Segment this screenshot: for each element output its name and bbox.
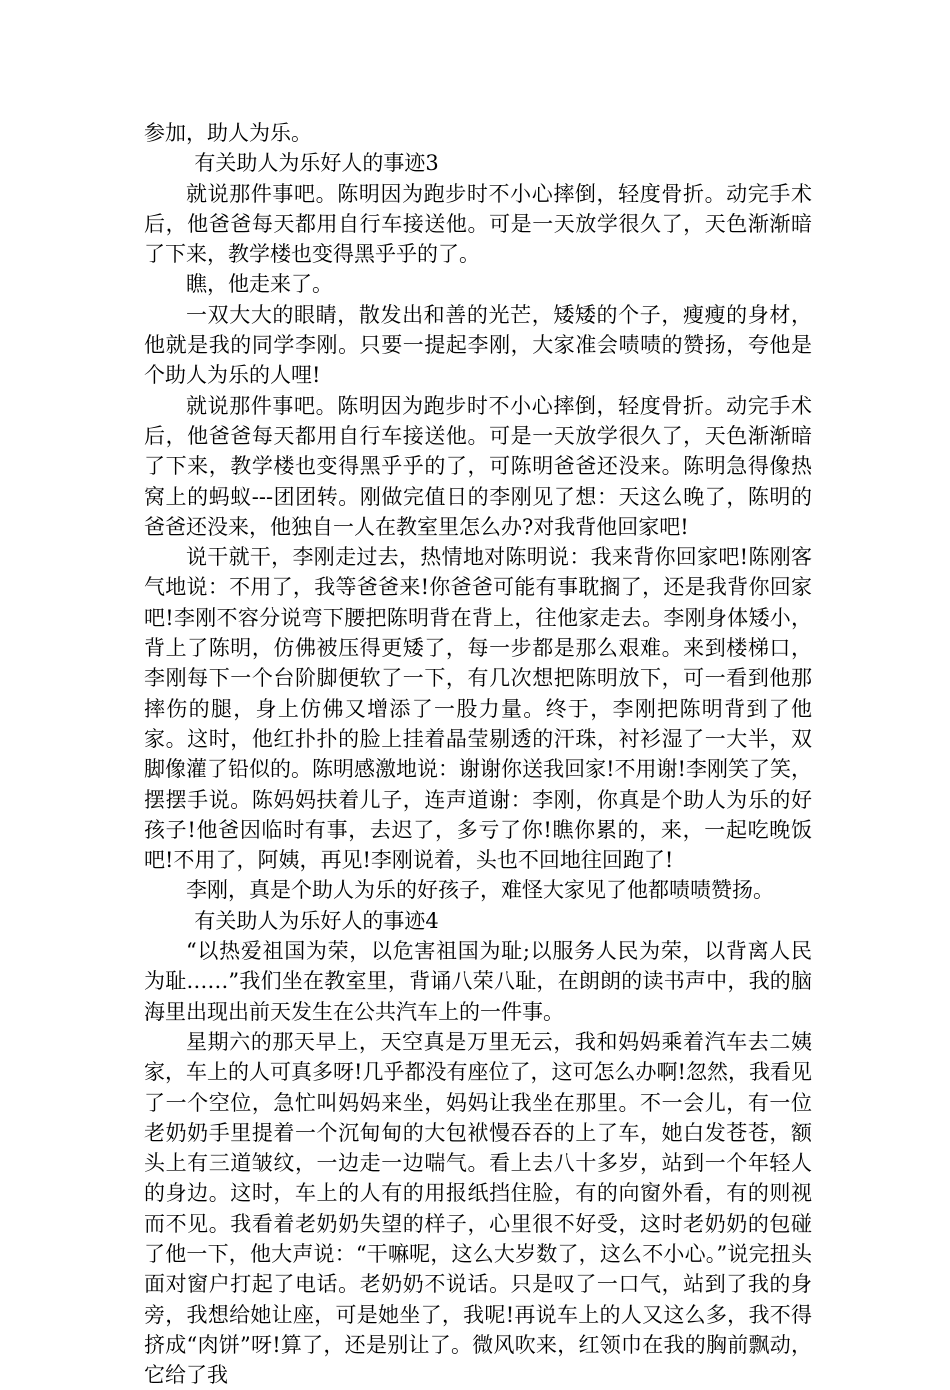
document-page: [144, 118, 812, 1390]
paragraph: 一双大大的眼睛，散发出和善的光芒，矮矮的个子，瘦瘦的身材，他就是我的同学李刚。只要一提起李刚，大家准会啧啧的赞扬，夸他是个助人为乐的人哩!: [144, 302, 812, 388]
paragraph: 就说那件事吧。陈明因为跑步时不小心摔倒，轻度骨折。动完手术后，他爸爸每天都用自行车接送他。可是一天放学很久了，天色渐渐暗了下来，教学楼也变得黑乎乎的了，可陈明爸爸还没来。陈明急得像热窝上的蚂蚁---团团转。刚做完值日的李刚见了想：天这么晚了，陈明的爸爸还没来，他独自一人在教室里怎么办?对我背他回家吧!: [144, 393, 812, 539]
paragraph: 瞧，他走来了。: [186, 272, 333, 297]
paragraph: 就说那件事吧。陈明因为跑步时不小心摔倒，轻度骨折。动完手术后，他爸爸每天都用自行车接送他。可是一天放学很久了，天色渐渐暗了下来，教学楼也变得黑乎乎的了。: [144, 181, 812, 267]
section-heading-3: 有关助人为乐好人的事迹3: [194, 151, 439, 176]
paragraph-closing-line: 参加，助人为乐。: [144, 121, 312, 145]
paragraph: “以热爱祖国为荣，以危害祖国为耻;以服务人民为荣，以背离人民为耻……”我们坐在教室里，背诵八荣八耻，在朗朗的读书声中，我的脑海里出现出前天发生在公共汽车上的一件事。: [144, 939, 812, 1024]
paragraph: 李刚，真是个助人为乐的好孩子，难怪大家见了他都啧啧赞扬。: [186, 878, 774, 903]
section-heading-4: 有关助人为乐好人的事迹4: [194, 908, 439, 933]
paragraph: 说干就干，李刚走过去，热情地对陈明说：我来背你回家吧!陈刚客气地说：不用了，我等爸爸来!你爸爸可能有事耽搁了，还是我背你回家吧!李刚不容分说弯下腰把陈明背在背上，往他家走去。李刚身体矮小，背上了陈明，仿佛被压得更矮了，每一步都是那么艰难。来到楼梯口，李刚每下一个台阶脚便软了一下，有几次想把陈明放下，可一看到他那摔伤的腿，身上仿佛又增添了一股力量。终于，李刚把陈明背到了他家。这时，他红扑扑的脸上挂着晶莹剔透的汗珠，衬衫湿了一大半，双脚像灌了铅似的。陈明感激地说：谢谢你送我回家!不用谢!李刚笑了笑，摆摆手说。陈妈妈扶着儿子，连声道谢：李刚，你真是个助人为乐的好孩子!他爸因临时有事，去迟了，多亏了你!瞧你累的，来，一起吃晚饭吧!不用了，阿姨，再见!李刚说着，头也不回地往回跑了!: [144, 545, 812, 873]
paragraph: 星期六的那天早上，天空真是万里无云，我和妈妈乘着汽车去二姨家，车上的人可真多呀!几乎都没有座位了，这可怎么办啊!忽然，我看见了一个空位，急忙叫妈妈来坐，妈妈让我坐在那里。不一会儿，有一位老奶奶手里提着一个沉甸甸的大包袱慢吞吞的上了车，她白发苍苍，额头上有三道皱纹，一边走一边喘气。看上去八十多岁，站到一个年轻人的身边。这时，车上的人有的用报纸挡住脸，有的向窗外看，有的则视而不见。我看着老奶奶失望的样子，心里很不好受，这时老奶奶的包碰了他一下，他大声说：“干嘛呢，这么大岁数了，这么不小心。”说完扭头面对窗户打起了电话。老奶奶不说话。只是叹了一口气，站到了我的身旁，我想给她让座，可是她坐了，我呢!再说车上的人又这么多，我不得挤成“肉饼”呀!算了，还是别让了。微风吹来，红领巾在我的胸前飘动，它给了我: [144, 1029, 812, 1388]
